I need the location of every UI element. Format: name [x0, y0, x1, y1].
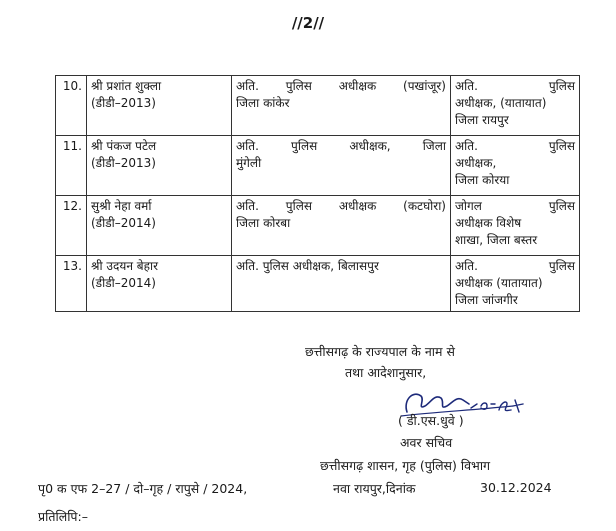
current-posting-word: अति. — [236, 139, 259, 153]
officer-batch: (डीडी–2014) — [91, 276, 156, 290]
current-posting-cell — [232, 256, 451, 312]
current-posting-word: जिला — [422, 139, 446, 153]
officer-name-cell — [87, 136, 232, 196]
new-posting-word: पुलिस — [548, 199, 575, 213]
current-posting-word: (कटघोरा) — [403, 199, 446, 213]
current-posting-word: पुलिस — [285, 199, 312, 213]
current-posting-word: अधीक्षक — [338, 199, 377, 213]
table-row — [56, 196, 580, 256]
new-posting-line-1 — [455, 258, 575, 275]
officer-name-cell — [87, 256, 232, 312]
officer-name-cell — [87, 196, 232, 256]
serial-number: 10. — [62, 79, 82, 93]
serial-number-cell — [56, 196, 87, 256]
current-posting-line-1 — [236, 198, 446, 215]
officer-name: श्री उदयन बेहार — [91, 259, 159, 273]
signatory-department: छत्तीसगढ़ शासन, गृह (पुलिस) विभाग — [320, 458, 491, 473]
new-posting-line-3: जिला जांजगीर — [455, 293, 518, 307]
current-posting-word: पुलिस — [285, 79, 312, 93]
current-posting-line-2: मुंगेली — [236, 156, 262, 170]
serial-number-cell — [56, 256, 87, 312]
reference-date: 30.12.2024 — [480, 480, 552, 495]
new-posting-word: जोगल — [455, 199, 482, 213]
new-posting-word: अति. — [455, 139, 478, 153]
officer-batch: (डीडी–2014) — [91, 216, 156, 230]
current-posting-line-1 — [236, 258, 446, 275]
table-row — [56, 256, 580, 312]
current-posting-line-1 — [236, 78, 446, 95]
officer-batch: (डीडी–2013) — [91, 96, 156, 110]
officer-name: श्री प्रशांत शुक्ला — [91, 79, 162, 93]
new-posting-line-1 — [455, 198, 575, 215]
officer-name-cell — [87, 76, 232, 136]
current-posting-word: पुलिस — [291, 139, 318, 153]
current-posting-word: (पखांजूर) — [403, 79, 446, 93]
new-posting-word: पुलिस — [548, 139, 575, 153]
transfer-table — [55, 75, 580, 312]
new-posting-line-2: अधीक्षक (यातायात) — [455, 276, 543, 290]
current-posting-cell — [232, 76, 451, 136]
new-posting-word: पुलिस — [548, 259, 575, 273]
new-posting-line-2: अधीक्षक, (यातायात) — [455, 96, 547, 110]
new-posting-line-3: शाखा, जिला बस्तर — [455, 233, 538, 247]
reference-number: पृ0 क एफ 2–27 / दो–गृह / रापुसे / 2024, — [38, 481, 248, 496]
order-line-1: छत्तीसगढ़ के राज्यपाल के नाम से — [305, 344, 455, 359]
serial-number: 12. — [62, 199, 82, 213]
serial-number: 13. — [62, 259, 82, 273]
current-posting-line-2: जिला कांकेर — [236, 96, 290, 110]
new-posting-line-3: जिला रायपुर — [455, 113, 509, 127]
new-posting-cell — [451, 76, 580, 136]
serial-number-cell — [56, 136, 87, 196]
new-posting-cell — [451, 256, 580, 312]
new-posting-line-2: अधीक्षक, — [455, 156, 497, 170]
new-posting-word: अति. — [455, 79, 478, 93]
current-posting-word: अति. — [236, 79, 259, 93]
new-posting-word: अति. — [455, 259, 478, 273]
new-posting-cell — [451, 136, 580, 196]
current-posting-line-2: जिला कोरबा — [236, 216, 291, 230]
current-posting-cell — [232, 136, 451, 196]
reference-place: नवा रायपुर,दिनांक — [333, 481, 416, 496]
serial-number-cell — [56, 76, 87, 136]
officer-name: सुश्री नेहा वर्मा — [91, 199, 152, 213]
table-row — [56, 136, 580, 196]
current-posting-line-1 — [236, 138, 446, 155]
copy-to-heading: प्रतिलिपि:– — [38, 509, 88, 524]
serial-number: 11. — [62, 139, 82, 153]
signatory-name: ( डी.एस.धुवे ) — [398, 413, 464, 428]
new-posting-line-1 — [455, 78, 575, 95]
page-number: //2// — [291, 14, 325, 32]
new-posting-word: पुलिस — [548, 79, 575, 93]
current-posting-word: अधीक्षक, — [349, 139, 391, 153]
current-posting-word: अधीक्षक — [338, 79, 377, 93]
new-posting-line-3: जिला कोरया — [455, 173, 510, 187]
current-posting-word: अति. — [236, 199, 259, 213]
new-posting-line-2: अधीक्षक विशेष — [455, 216, 522, 230]
current-posting-cell — [232, 196, 451, 256]
new-posting-cell — [451, 196, 580, 256]
current-posting-word: अति. पुलिस अधीक्षक, बिलासपुर — [236, 259, 379, 273]
table-row — [56, 76, 580, 136]
order-line-2: तथा आदेशानुसार, — [345, 365, 427, 380]
signatory-designation: अवर सचिव — [400, 435, 453, 450]
new-posting-line-1 — [455, 138, 575, 155]
officer-name: श्री पंकज पटेल — [91, 139, 157, 153]
officer-batch: (डीडी–2013) — [91, 156, 156, 170]
